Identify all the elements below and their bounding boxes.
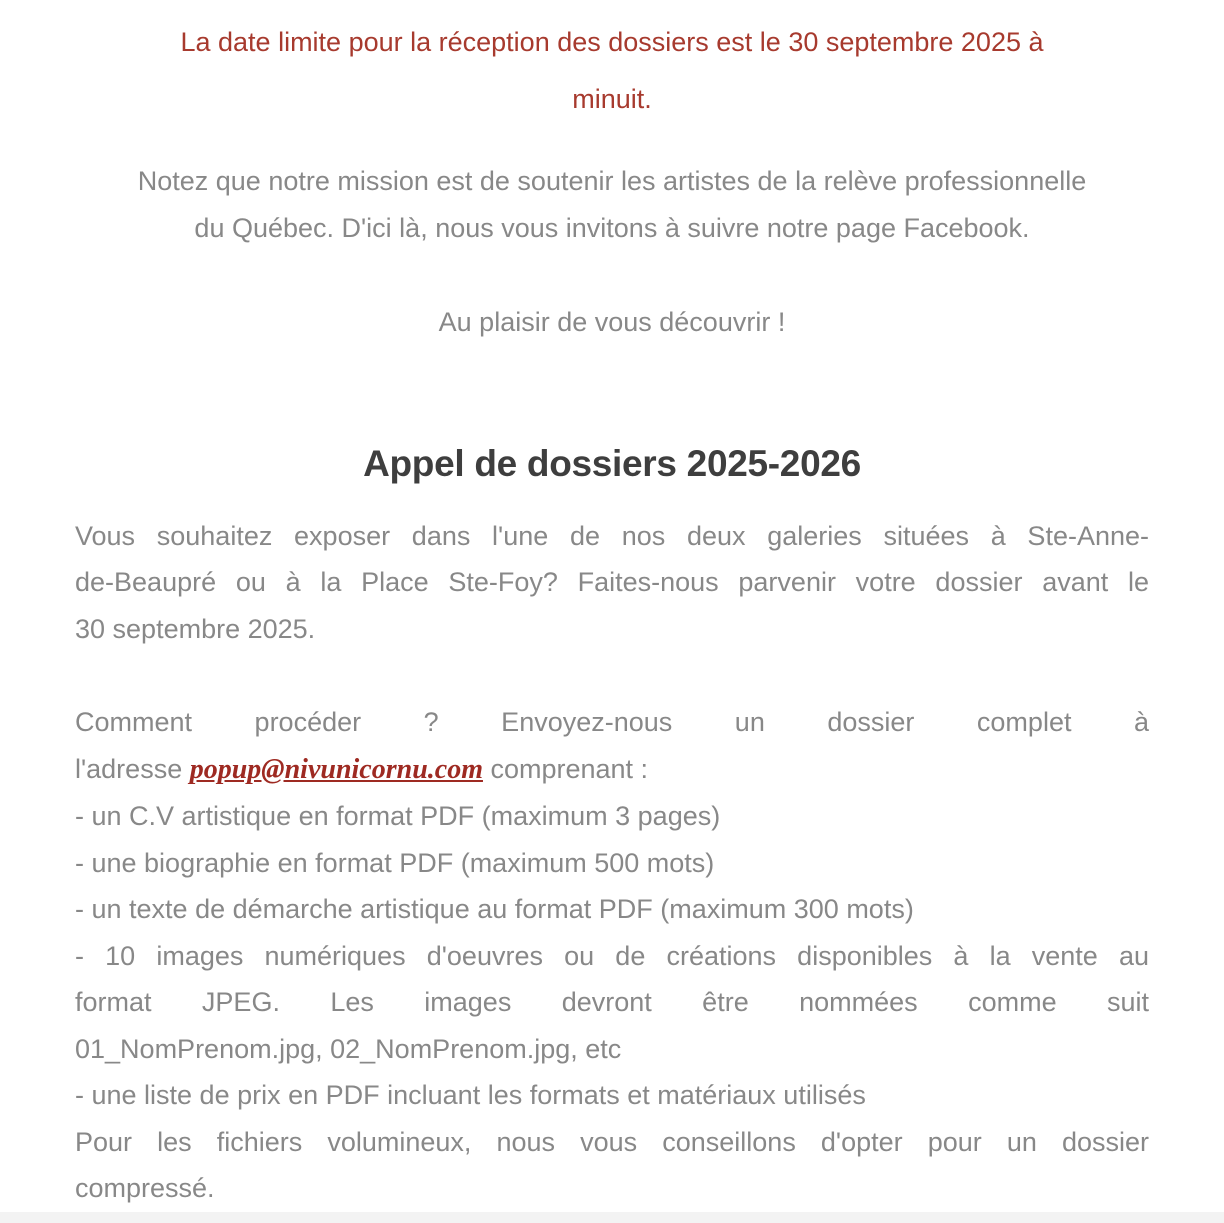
requirement-cv: - un C.V artistique en format PDF (maximum 3 pages) (75, 801, 721, 831)
advice-line-1: Pour les fichiers volumineux, nous vous conseillons d'opter pour un dossier (75, 1126, 1149, 1157)
address-prefix: l'adresse (75, 753, 190, 784)
intro-paragraph (75, 513, 1149, 653)
closing-note: Au plaisir de vous découvrir ! (438, 307, 786, 337)
requirement-images-line-1: - 10 images numériques d'oeuvres ou de créations disponibles à la vente au (75, 940, 1149, 971)
intro-line-1: Vous souhaitez exposer dans l'une de nos deux galeries situées à Ste-Anne- (75, 520, 1149, 551)
mission-line-1: Notez que notre mission est de soutenir les artistes de la relève professionnelle (137, 166, 1087, 196)
deadline-line-1: La date limite pour la réception des dossiers est le 30 septembre 2025 à (180, 27, 1044, 57)
howto-line-2 (75, 746, 1149, 794)
mission-line-2: du Québec. D'ici là, nous vous invitons à suivre notre page Facebook. (194, 212, 1030, 243)
advice-line-2: compressé. (75, 1173, 215, 1203)
requirement-bio: - une biographie en format PDF (maximum 500 mots) (75, 847, 715, 878)
email-link[interactable]: popup@nivunicornu.com (189, 753, 483, 785)
requirement-prix: - une liste de prix en PDF incluant les formats et matériaux utilisés (75, 1080, 866, 1110)
requirement-images-line-2: format JPEG. Les images devront être nommées comme suit (75, 987, 1149, 1017)
intro-line-3: 30 septembre 2025. (75, 613, 316, 644)
mission-note (75, 158, 1149, 251)
deadline-line-2: minuit. (572, 84, 652, 114)
page-title: Appel de dossiers 2025-2026 (363, 442, 861, 484)
address-suffix: comprenant : (482, 753, 649, 784)
howto-line-1: Comment procéder ? Envoyez-nous un dossier complet à (75, 707, 1149, 737)
bottom-divider-strip (0, 1212, 1224, 1223)
requirement-demarche: - un texte de démarche artistique au format PDF (maximum 300 mots) (75, 894, 914, 924)
intro-line-2: de-Beaupré ou à la Place Ste-Foy? Faites-nous parvenir votre dossier avant le (75, 567, 1149, 597)
deadline-notice (75, 14, 1149, 128)
requirement-images-line-3: 01_NomPrenom.jpg, 02_NomPrenom.jpg, etc (75, 1033, 622, 1064)
instructions-paragraph (75, 699, 1149, 1212)
